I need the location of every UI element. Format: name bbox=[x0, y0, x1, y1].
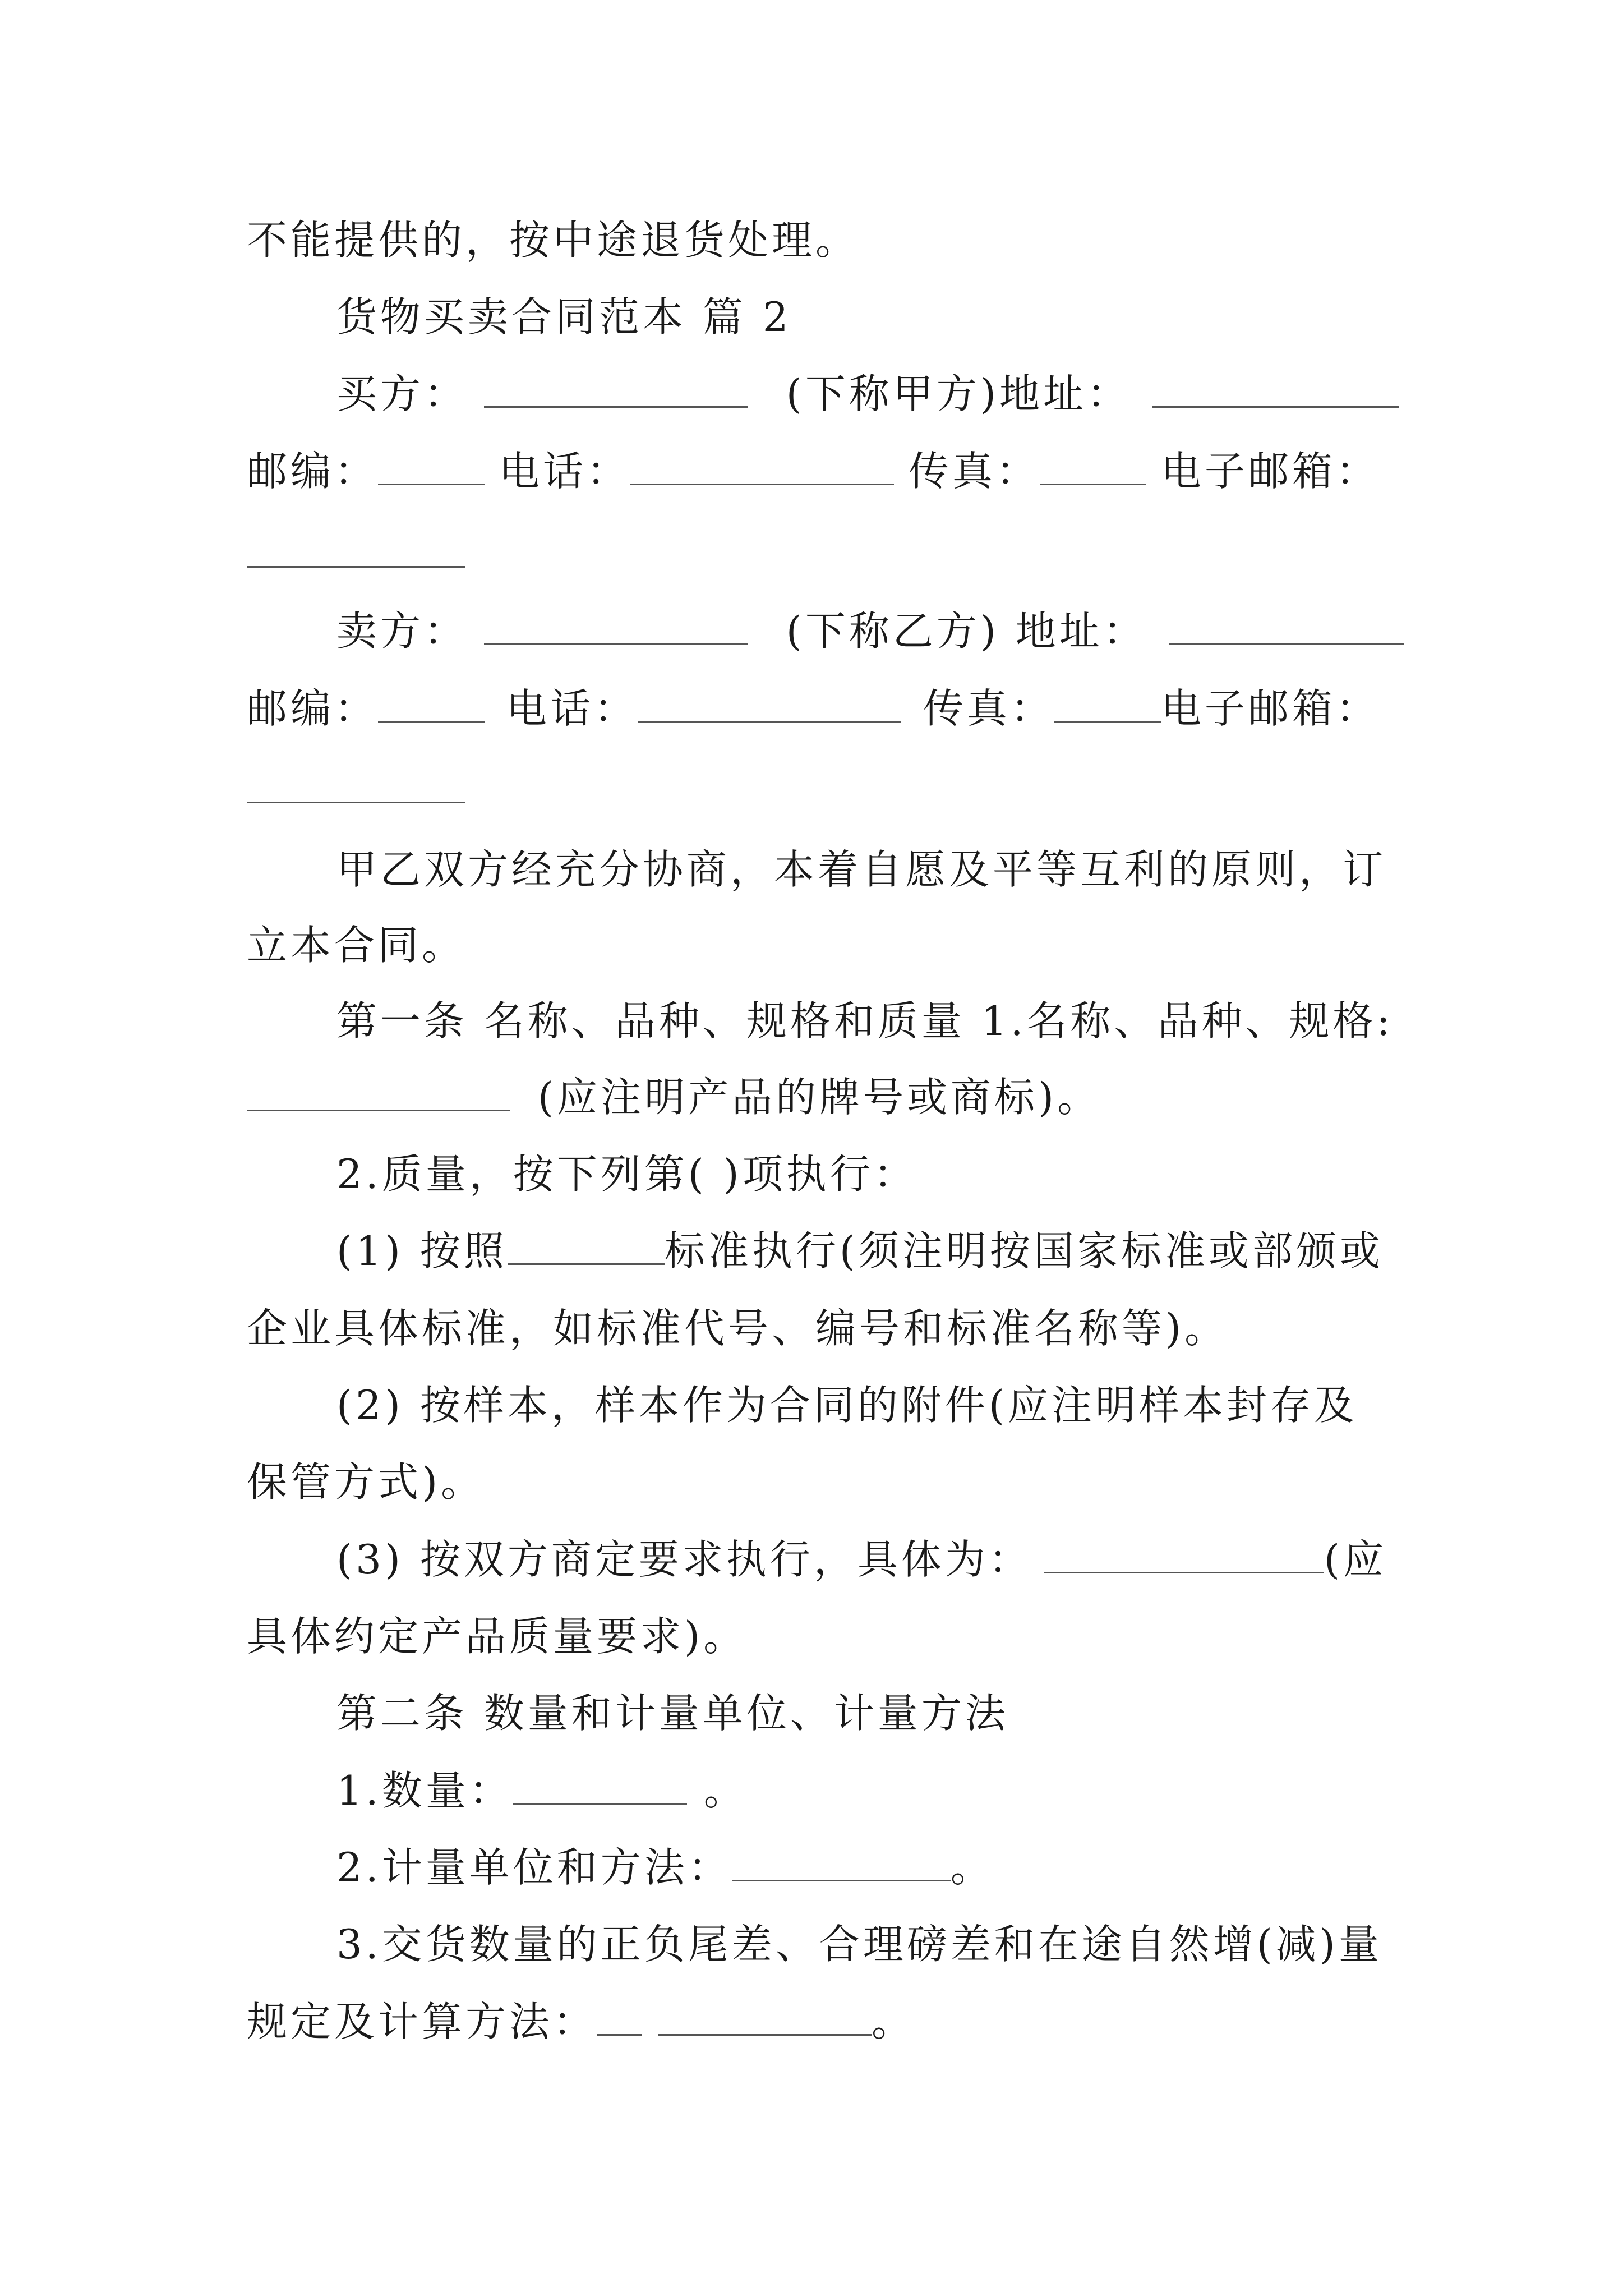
unit-line bbox=[336, 1839, 1380, 1895]
paragraph-line: 甲乙双方经充分协商，本着自愿及平等互利的原则，订 bbox=[336, 846, 1387, 893]
quality-requirement-blank bbox=[1044, 1537, 1324, 1573]
seller-paren: (下称乙方) 地址： bbox=[786, 608, 1147, 655]
seller-contact-line bbox=[247, 680, 1380, 737]
buyer-fax-label: 传真： bbox=[908, 448, 1040, 495]
seller-email-label: 电子邮箱： bbox=[1160, 685, 1380, 732]
quality-intro: 2.质量，按下列第( )项执行： bbox=[336, 1151, 917, 1198]
quantity-label: 1.数量： bbox=[336, 1767, 513, 1814]
seller-email-blank bbox=[247, 799, 465, 803]
unit-label: 2.计量单位和方法： bbox=[336, 1844, 732, 1891]
seller-address-blank bbox=[1169, 609, 1404, 645]
quality-option-3 bbox=[336, 1531, 1387, 1588]
quality-option-1-suffix: 标准执行(须注明按国家标准或部颁或 bbox=[664, 1227, 1384, 1274]
paragraph-line: 具体约定产品质量要求)。 bbox=[247, 1613, 748, 1660]
buyer-email-blank bbox=[247, 564, 465, 568]
tolerance-blank-long bbox=[658, 1999, 872, 2036]
article-1-note-line bbox=[247, 1069, 1380, 1125]
buyer-line bbox=[336, 366, 1380, 422]
tolerance-method-label: 规定及计算方法： bbox=[247, 1998, 597, 2045]
article-1-title: 第一条 名称、品种、规格和质量 1.名称、品种、规格: bbox=[336, 997, 1394, 1045]
seller-phone-label: 电话： bbox=[506, 685, 638, 732]
article-1-note: (应注明产品的牌号或商标)。 bbox=[537, 1074, 1101, 1121]
quality-option-2: (2) 按样本，样本作为合同的附件(应注明样本封存及 bbox=[336, 1382, 1358, 1429]
buyer-paren: (下称甲方)地址： bbox=[786, 370, 1131, 417]
quality-option-1 bbox=[336, 1223, 1384, 1279]
unit-blank bbox=[732, 1845, 951, 1881]
seller-postcode-label: 邮编： bbox=[247, 685, 379, 732]
paragraph-line: 立本合同。 bbox=[247, 922, 466, 969]
buyer-label: 买方： bbox=[336, 370, 468, 417]
buyer-postcode-blank bbox=[378, 449, 485, 485]
quantity-end: 。 bbox=[703, 1767, 748, 1814]
section-heading: 货物买卖合同范本 篇 2 bbox=[336, 293, 792, 341]
product-name-blank bbox=[247, 1075, 510, 1111]
quantity-line bbox=[336, 1763, 1380, 1819]
tolerance-end: 。 bbox=[872, 1998, 916, 2045]
quality-option-1-prefix: (1) 按照 bbox=[336, 1227, 508, 1274]
seller-phone-blank bbox=[638, 686, 901, 723]
seller-postcode-blank bbox=[378, 686, 485, 723]
seller-label: 卖方： bbox=[336, 608, 468, 655]
tolerance-blank-short bbox=[597, 1999, 642, 2036]
tolerance-line: 3.交货数量的正负尾差、合理磅差和在途自然增(减)量 bbox=[336, 1921, 1382, 1968]
paragraph-line: 不能提供的，按中途退货处理。 bbox=[247, 217, 860, 264]
seller-line bbox=[336, 603, 1380, 659]
unit-end: 。 bbox=[950, 1844, 994, 1891]
buyer-name-blank bbox=[484, 371, 748, 408]
buyer-address-blank bbox=[1152, 371, 1399, 408]
buyer-phone-blank bbox=[630, 449, 894, 485]
quality-option-3-prefix: (3) 按双方商定要求执行，具体为： bbox=[336, 1536, 1032, 1583]
buyer-fax-blank bbox=[1040, 449, 1146, 485]
buyer-contact-line bbox=[247, 443, 1380, 499]
paragraph-line: 企业具体标准，如标准代号、编号和标准名称等)。 bbox=[247, 1305, 1229, 1352]
paragraph-line: 保管方式)。 bbox=[247, 1458, 485, 1506]
quality-option-3-suffix: (应 bbox=[1324, 1536, 1387, 1583]
seller-name-blank bbox=[484, 609, 748, 645]
tolerance-method-line bbox=[247, 1994, 1380, 2050]
buyer-phone-label: 电话： bbox=[499, 448, 630, 495]
article-2-title: 第二条 数量和计量单位、计量方法 bbox=[336, 1690, 1009, 1737]
buyer-email-label: 电子邮箱： bbox=[1160, 448, 1380, 495]
buyer-postcode-label: 邮编： bbox=[247, 448, 379, 495]
quantity-blank bbox=[513, 1768, 687, 1805]
seller-fax-blank bbox=[1054, 686, 1161, 723]
standard-blank bbox=[508, 1228, 665, 1265]
seller-fax-label: 传真： bbox=[923, 685, 1054, 732]
